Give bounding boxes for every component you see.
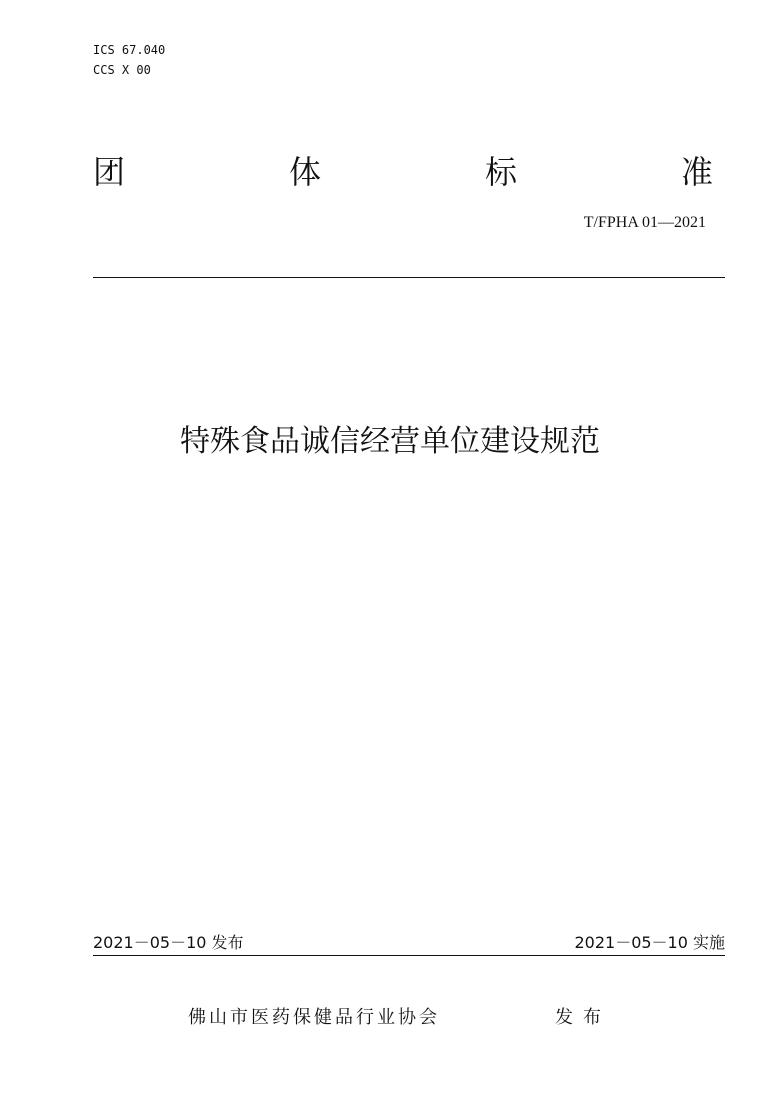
document-title: 特殊食品诚信经营单位建设规范	[180, 424, 600, 459]
standard-type-char: 团	[93, 153, 126, 191]
issue-label: 发布	[555, 1007, 611, 1028]
bottom-divider	[93, 955, 725, 956]
effective-date: 2021－05－10 实施	[574, 933, 725, 952]
standard-type-heading	[93, 150, 713, 194]
standard-type-char: 准	[680, 153, 713, 191]
publish-date: 2021－05－10 发布	[93, 933, 244, 952]
date-row	[93, 932, 725, 954]
ccs-code: CCS X 00	[93, 63, 151, 77]
standard-type-char: 体	[288, 153, 321, 191]
classification-codes	[93, 40, 165, 80]
top-divider	[93, 277, 725, 278]
issuing-organization: 佛山市医药保健品行业协会	[188, 1007, 440, 1028]
standard-type-char: 标	[484, 153, 517, 191]
ics-code: ICS 67.040	[93, 43, 166, 57]
standard-number: T/FPHA 01—2021	[583, 214, 706, 231]
